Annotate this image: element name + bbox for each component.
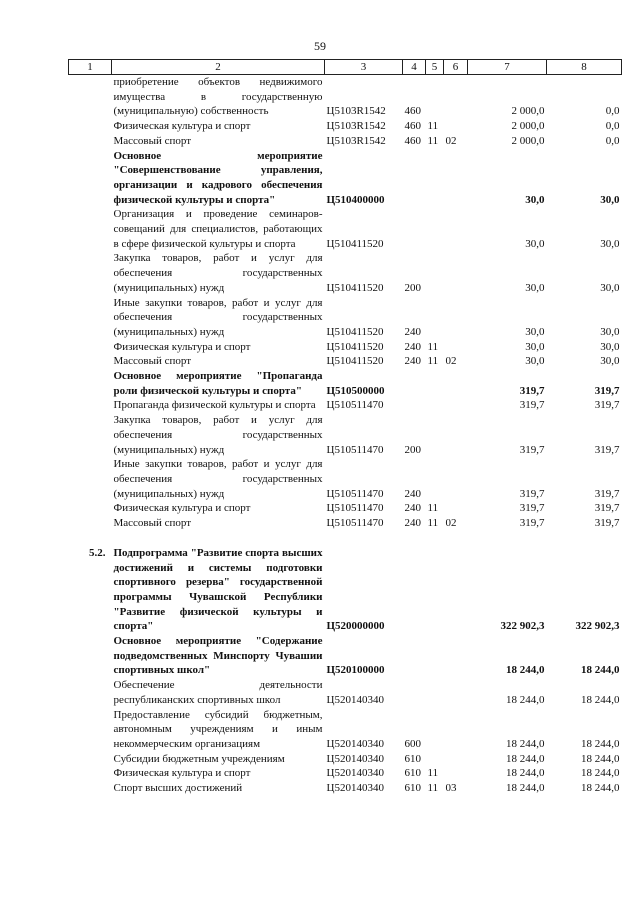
section-number [69, 340, 112, 355]
target-code: Ц520000000 [326, 620, 385, 633]
section-number [69, 251, 112, 295]
row-name: Организация и проведение семинаров-совещаний для специалистов, работающих в сфере физической культуры и спорта [113, 208, 323, 250]
subsection-code [444, 501, 468, 516]
subsection-code [444, 149, 468, 208]
amount-year-1: 322 902,3 [500, 620, 545, 633]
header-cell: 5 [426, 60, 444, 75]
row-name: Основное мероприятие "Совершенствование управления, организации и кадрового обеспечения физической культуры и спорта" [113, 149, 323, 206]
amount-year-2: 30,0 [600, 281, 620, 294]
header-cell: 7 [468, 60, 547, 75]
subsection-code [444, 75, 468, 120]
section-number [69, 149, 112, 208]
section-number [69, 766, 112, 781]
target-code: Ц510511470 [326, 399, 384, 412]
amount-year-2: 0,0 [605, 120, 620, 133]
subsection-code [444, 752, 468, 767]
section-number: 5.2. [89, 546, 106, 559]
target-code: Ц510511470 [326, 517, 384, 530]
section-code [426, 398, 444, 413]
subsection-code [444, 708, 468, 752]
amount-year-1: 30,0 [525, 193, 545, 206]
section-number [69, 296, 112, 340]
spacer-row [69, 531, 622, 546]
target-code: Ц510511470 [326, 443, 384, 456]
target-code: Ц5103R1542 [326, 134, 386, 147]
subsection-code [444, 340, 468, 355]
expense-type: 610 [404, 782, 421, 795]
expense-type: 240 [404, 502, 421, 515]
section-code: 11 [427, 767, 439, 780]
table-row [69, 354, 622, 369]
table-row [69, 207, 622, 251]
amount-year-2: 319,7 [594, 443, 620, 456]
amount-year-2: 319,7 [594, 502, 620, 515]
section-code [426, 75, 444, 120]
section-number [69, 75, 112, 120]
amount-year-1: 319,7 [519, 384, 545, 397]
section-code: 11 [427, 782, 439, 795]
row-name: Иные закупки товаров, работ и услуг для обеспечения государственных (муниципальных) нужд [113, 458, 323, 500]
expense-type [403, 207, 426, 251]
expense-type: 460 [404, 134, 421, 147]
target-code: Ц520140340 [326, 693, 384, 706]
table-row [69, 119, 622, 134]
table-row [69, 296, 622, 340]
header-cell: 4 [403, 60, 426, 75]
target-code: Ц520140340 [326, 767, 384, 780]
target-code: Ц510511470 [326, 487, 384, 500]
expense-type [403, 634, 426, 678]
expense-type: 200 [404, 443, 421, 456]
subsection-code [444, 678, 468, 707]
target-code: Ц510411520 [326, 237, 384, 250]
row-name: Основное мероприятие "Пропаганда роли физической культуры и спорта" [113, 370, 323, 397]
section-code [426, 207, 444, 251]
section-number [69, 207, 112, 251]
target-code: Ц510411520 [326, 281, 384, 294]
row-name: Пропаганда физической культуры и спорта [113, 399, 316, 412]
section-number [69, 413, 112, 457]
amount-year-2: 0,0 [605, 134, 620, 147]
table-row [69, 752, 622, 767]
amount-year-1: 18 244,0 [506, 693, 545, 706]
table-row [69, 678, 622, 707]
amount-year-1: 30,0 [525, 281, 545, 294]
section-code: 11 [427, 120, 439, 133]
table-row [69, 708, 622, 752]
amount-year-1: 18 244,0 [506, 664, 545, 677]
row-name: Подпрограмма "Развитие спорта высших достижений и системы подготовки спортивного резерва" государственной программы Чувашской Республики "Развитие физической культуры и спорта" [113, 546, 323, 633]
target-code: Ц520100000 [326, 664, 385, 677]
amount-year-1: 18 244,0 [506, 767, 545, 780]
subsection-code [444, 413, 468, 457]
expense-type: 600 [404, 737, 421, 750]
amount-year-2: 30,0 [600, 355, 620, 368]
section-number [69, 398, 112, 413]
table-row [69, 634, 622, 678]
amount-year-1: 30,0 [525, 340, 545, 353]
subsection-code [444, 766, 468, 781]
row-name: Физическая культура и спорт [113, 502, 251, 515]
row-name: Закупка товаров, работ и услуг для обеспечения государственных (муниципальных) нужд [113, 414, 323, 456]
expense-type: 240 [404, 355, 421, 368]
subsection-code [444, 634, 468, 678]
expense-type: 240 [404, 517, 421, 530]
spacer-cell [69, 531, 622, 546]
section-number [69, 781, 112, 796]
amount-year-1: 30,0 [525, 237, 545, 250]
row-name: Спорт высших достижений [113, 782, 243, 795]
expense-type: 610 [404, 767, 421, 780]
target-code: Ц510411520 [326, 325, 384, 338]
section-number [69, 708, 112, 752]
section-code [426, 149, 444, 208]
amount-year-1: 30,0 [525, 325, 545, 338]
expense-type [403, 398, 426, 413]
target-code: Ц510411520 [326, 355, 384, 368]
amount-year-1: 18 244,0 [506, 752, 545, 765]
section-number [69, 516, 112, 531]
expense-type [403, 149, 426, 208]
subsection-code [444, 296, 468, 340]
section-code [426, 752, 444, 767]
row-name: Массовый спорт [113, 355, 192, 368]
amount-year-2: 30,0 [600, 237, 620, 250]
amount-year-1: 319,7 [519, 443, 545, 456]
row-name: Физическая культура и спорт [113, 120, 251, 133]
row-name: Массовый спорт [113, 134, 192, 147]
amount-year-2: 322 902,3 [575, 620, 620, 633]
expense-type: 610 [404, 752, 421, 765]
header-cell: 3 [325, 60, 403, 75]
section-number [69, 678, 112, 707]
target-code: Ц520140340 [326, 782, 384, 795]
section-code [426, 457, 444, 501]
amount-year-2: 18 244,0 [581, 693, 620, 706]
section-number [69, 119, 112, 134]
amount-year-2: 319,7 [594, 517, 620, 530]
amount-year-1: 2 000,0 [511, 134, 545, 147]
row-name: Физическая культура и спорт [113, 767, 251, 780]
expense-type [403, 369, 426, 398]
target-code: Ц510400000 [326, 193, 385, 206]
row-name: Субсидии бюджетным учреждениям [113, 752, 285, 765]
expense-type [403, 546, 426, 634]
section-number [69, 134, 112, 149]
amount-year-2: 18 244,0 [581, 782, 620, 795]
section-code: 11 [427, 134, 439, 147]
table-row [69, 413, 622, 457]
amount-year-1: 319,7 [519, 517, 545, 530]
subsection-code: 02 [445, 134, 457, 147]
subsection-code [444, 398, 468, 413]
amount-year-2: 319,7 [594, 487, 620, 500]
subsection-code: 03 [445, 782, 457, 795]
target-code: Ц510500000 [326, 384, 385, 397]
row-name: Закупка товаров, работ и услуг для обеспечения государственных (муниципальных) нужд [113, 252, 323, 294]
table-row [69, 501, 622, 516]
section-code [426, 413, 444, 457]
row-name: Основное мероприятие "Содержание подведомственных Минспорту Чувашии спортивных школ" [113, 635, 323, 677]
table-row [69, 134, 622, 149]
section-code: 11 [427, 502, 439, 515]
table-row [69, 340, 622, 355]
target-code: Ц520140340 [326, 752, 384, 765]
section-code [426, 708, 444, 752]
target-code: Ц510511470 [326, 502, 384, 515]
table-row [69, 516, 622, 531]
table-row [69, 546, 622, 634]
expense-type: 240 [404, 325, 421, 338]
amount-year-2: 319,7 [594, 384, 620, 397]
amount-year-2: 18 244,0 [581, 737, 620, 750]
row-name: Массовый спорт [113, 517, 192, 530]
subsection-code [444, 369, 468, 398]
amount-year-2: 30,0 [600, 340, 620, 353]
amount-year-2: 0,0 [605, 105, 620, 118]
header-cell: 6 [444, 60, 468, 75]
table-row [69, 398, 622, 413]
section-code [426, 369, 444, 398]
amount-year-2: 18 244,0 [581, 664, 620, 677]
amount-year-2: 30,0 [600, 193, 620, 206]
subsection-code [444, 251, 468, 295]
section-code: 11 [427, 355, 439, 368]
header-cell: 1 [69, 60, 112, 75]
amount-year-2: 30,0 [600, 325, 620, 338]
section-code [426, 546, 444, 634]
amount-year-2: 18 244,0 [581, 767, 620, 780]
section-number [69, 752, 112, 767]
table-row [69, 75, 622, 120]
section-number [69, 501, 112, 516]
table-row [69, 251, 622, 295]
section-code [426, 678, 444, 707]
table-row [69, 369, 622, 398]
target-code: Ц520140340 [326, 737, 384, 750]
expense-type: 240 [404, 487, 421, 500]
expense-type: 200 [404, 281, 421, 294]
section-code: 11 [427, 340, 439, 353]
amount-year-1: 319,7 [519, 487, 545, 500]
expense-type [403, 678, 426, 707]
amount-year-1: 30,0 [525, 355, 545, 368]
amount-year-2: 18 244,0 [581, 752, 620, 765]
section-number [69, 354, 112, 369]
table-row [69, 766, 622, 781]
header-cell: 8 [547, 60, 622, 75]
amount-year-1: 18 244,0 [506, 782, 545, 795]
section-code [426, 634, 444, 678]
amount-year-1: 18 244,0 [506, 737, 545, 750]
expense-type: 460 [404, 105, 421, 118]
target-code: Ц5103R1542 [326, 120, 386, 133]
section-code [426, 251, 444, 295]
row-name: Иные закупки товаров, работ и услуг для обеспечения государственных (муниципальных) нужд [113, 296, 323, 338]
subsection-code [444, 119, 468, 134]
row-name: приобретение объектов недвижимого имущества в государственную (муниципальную) собственность [113, 76, 323, 118]
header-row [69, 60, 622, 75]
table-row [69, 457, 622, 501]
amount-year-1: 2 000,0 [511, 120, 545, 133]
section-number [69, 369, 112, 398]
amount-year-2: 319,7 [594, 399, 620, 412]
target-code: Ц510411520 [326, 340, 384, 353]
section-code: 11 [427, 517, 439, 530]
row-name: Физическая культура и спорт [113, 340, 251, 353]
header-cell: 2 [112, 60, 325, 75]
page-number: 59 [314, 39, 326, 53]
budget-table [68, 59, 622, 796]
row-name: Обеспечение деятельности республиканских спортивных школ [113, 679, 323, 706]
table-body [69, 75, 622, 796]
table-row [69, 149, 622, 208]
table-row [69, 781, 622, 796]
amount-year-1: 319,7 [519, 502, 545, 515]
subsection-code [444, 457, 468, 501]
expense-type: 240 [404, 340, 421, 353]
section-code [426, 296, 444, 340]
section-number [69, 634, 112, 678]
row-name: Предоставление субсидий бюджетным, автономным учреждениям и иным некоммерческим организациям [113, 708, 323, 750]
amount-year-1: 2 000,0 [511, 105, 545, 118]
subsection-code [444, 546, 468, 634]
expense-type: 460 [404, 120, 421, 133]
amount-year-1: 319,7 [519, 399, 545, 412]
subsection-code [444, 207, 468, 251]
subsection-code: 02 [445, 517, 457, 530]
target-code: Ц5103R1542 [326, 105, 386, 118]
section-number [69, 457, 112, 501]
subsection-code: 02 [445, 355, 457, 368]
